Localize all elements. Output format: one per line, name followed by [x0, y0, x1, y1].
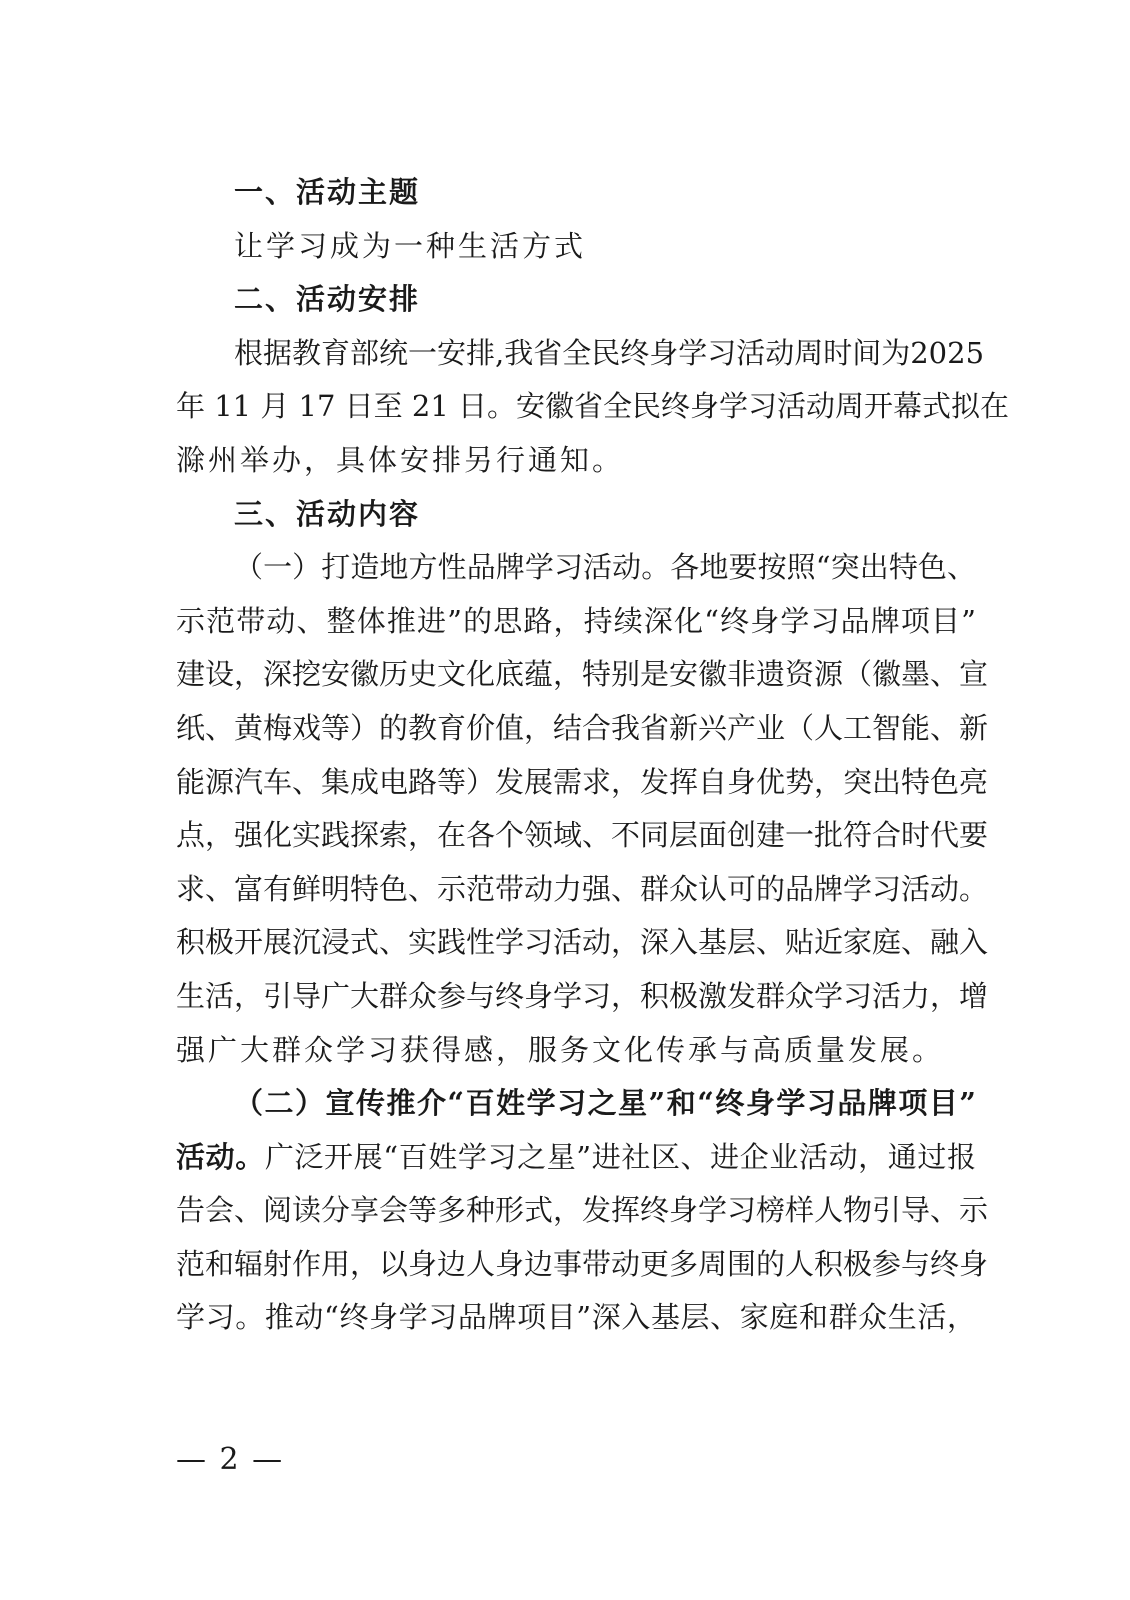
paragraph-line: 范和辐射作用，以身边人身边事带动更多周围的人积极参与终身	[176, 1246, 989, 1281]
subsection-title-end: 活动。	[176, 1139, 265, 1174]
subsection-title: （二）宣传推介“百姓学习之星”和“终身学习品牌项目”	[234, 1086, 976, 1121]
paragraph-line: 学习。推动“终身学习品牌项目”深入基层、家庭和群众生活，	[176, 1300, 976, 1335]
paragraph-text: 广泛开展“百姓学习之星”进社区、进企业活动，通过报	[264, 1139, 976, 1174]
paragraph-line	[176, 1131, 976, 1185]
paragraph-line: 积极开展沉浸式、实践性学习活动，深入基层、贴近家庭、融入	[176, 925, 989, 960]
paragraph-line: 示范带动、整体推进”的思路，持续深化“终身学习品牌项目”	[176, 603, 976, 638]
paragraph-line: 求、富有鲜明特色、示范带动力强、群众认可的品牌学习活动。	[176, 871, 989, 906]
section-heading-content: 三、活动内容	[234, 496, 421, 531]
paragraph-line: （一）打造地方性品牌学习活动。各地要按照“突出特色、	[234, 550, 976, 585]
paragraph-line: 建设，深挖安徽历史文化底蕴，特别是安徽非遗资源（徽墨、宣	[176, 657, 989, 692]
paragraph-line: 纸、黄梅戏等）的教育价值，结合我省新兴产业（人工智能、新	[176, 710, 989, 745]
paragraph-line: 生活，引导广大群众参与终身学习，积极激发群众学习活力，增	[176, 978, 989, 1013]
section-heading-arrangement: 二、活动安排	[234, 282, 421, 317]
theme-text: 让学习成为一种生活方式	[234, 228, 587, 263]
paragraph-line: 点，强化实践探索，在各个领域、不同层面创建一批符合时代要	[176, 818, 989, 853]
paragraph-line: 年 11 月 17 日至 21 日。安徽省全民终身学习活动周开幕式拟在	[176, 389, 1010, 424]
page-number: — 2 —	[176, 1442, 285, 1477]
paragraph-line: 能源汽车、集成电路等）发展需求，发挥自身优势，突出特色亮	[176, 764, 989, 799]
document-body	[176, 166, 1010, 1345]
paragraph-line: 告会、阅读分享会等多种形式，发挥终身学习榜样人物引导、示	[176, 1193, 989, 1228]
section-heading-theme: 一、活动主题	[234, 175, 421, 209]
paragraph-line: 根据教育部统一安排,我省全民终身学习活动周时间为2025	[234, 335, 985, 370]
paragraph-line: 强广大群众学习获得感，服务文化传承与高质量发展。	[176, 1032, 945, 1067]
paragraph-line: 滁州举办，具体安排另行通知。	[176, 442, 625, 477]
